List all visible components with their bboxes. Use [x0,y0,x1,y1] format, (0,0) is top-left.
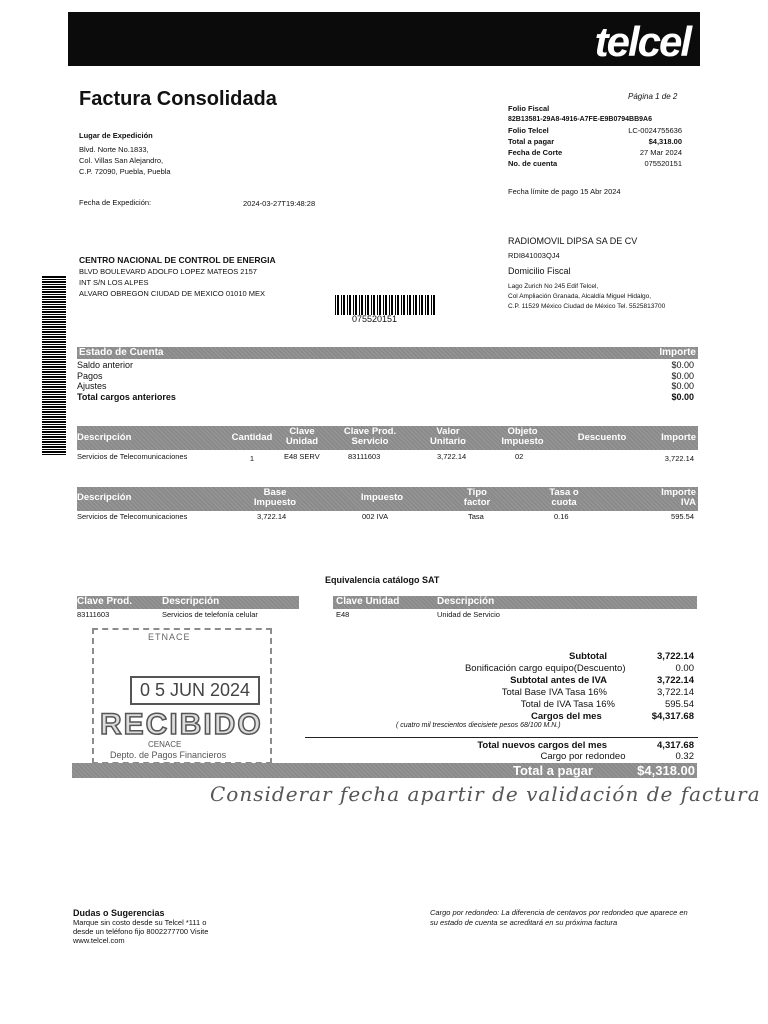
fecha-corte-value: 27 Mar 2024 [639,148,682,157]
folio-telcel-value: LC-0024755636 [628,126,682,135]
tax-col-tipo-factor: Tipo factor [463,487,491,508]
expedition-label: Lugar de Expedición [79,131,153,140]
expedition-block [79,130,171,177]
account-rows [77,360,694,402]
rounding-row: Cargo por redondeo 0.32 [540,751,694,762]
total-row: Total de IVA Tasa 16% 595.54 [520,699,694,710]
totals-divider [305,737,698,738]
total-pay-label: Total a pagar [513,763,593,778]
taxes-row: Servicios de Telecomunicaciones 3,722.14 002 IVA Tasa 0.16 595.54 [77,512,694,521]
page-title: Factura Consolidada [79,88,277,110]
barcode-number: 075520151 [352,314,398,324]
col-objeto-impuesto: Objeto Impuesto [501,426,544,447]
account-row: Pagos $0.00 [77,370,694,381]
issuer-name: RADIOMOVIL DIPSA SA DE CV [508,236,638,246]
col-cantidad: Cantidad [231,432,273,443]
stamp-dept: Depto. de Pagos Financieros [110,750,227,760]
issuer-rfc: RDI841003QJ4 [508,251,560,260]
total-row: Subtotal 3,722.14 [569,651,694,662]
expedition-line: C.P. 72090, Puebla, Puebla [79,167,171,176]
total-pay-bar [72,763,697,778]
footer-rounding-note: Cargo por redondeo: La diferencia de centavos por redondeo que aparece en su estado de cuenta se acreditará en su próxima factura [430,908,688,927]
tax-col-descripcion: Descripción [77,492,132,503]
folio-fiscal-value: 82B13581-29A8-4916-A7FE-E9B0794BB9A6 [508,116,652,123]
expedition-line: Blvd. Norte No.1833, [79,145,149,154]
page-number: Página 1 de 2 [628,92,678,101]
taxes-header-bar [77,487,698,511]
account-row: Ajustes $0.00 [77,381,694,391]
sat-right-header: Clave Unidad Descripción [333,596,697,609]
account-row-total: Total cargos anteriores $0.00 [77,391,694,402]
total-pay-value: $4,318.00 [637,763,695,778]
fecha-corte-label: Fecha de Corte [508,148,563,157]
stamp-org: CENACE [148,740,182,749]
cuenta-value: 075520151 [644,159,682,168]
folio-fiscal-label: Folio Fiscal [508,104,550,113]
tax-col-tasa: Tasa o cuota [549,487,579,508]
col-clave-prod: Clave Prod. Servicio [343,426,397,447]
total-row: Bonificación cargo equipo(Descuento) 0.00 [464,663,694,674]
header-bar [68,12,700,66]
col-descuento: Descuento [577,432,627,443]
col-clave-unidad: Clave Unidad [285,426,319,447]
payment-limit: Fecha límite de pago 15 Abr 2024 [508,187,621,196]
total-row: Total Base IVA Tasa 16% 3,722.14 [501,687,694,698]
account-row: Saldo anterior $0.00 [77,360,694,370]
stamp-received: RECIBIDO [100,708,263,741]
col-valor-unitario: Valor Unitario [430,426,466,447]
expedition-date-value: 2024-03-27T19:48:28 [243,199,316,208]
vertical-barcode [42,275,66,455]
items-header-bar [77,426,698,450]
sat-left-header: Clave Prod. Descripción [77,596,299,609]
expedition-date-label: Fecha de Expedición: [79,198,152,207]
col-importe: Importe [661,432,696,443]
client-line: BLVD BOULEVARD ADOLFO LOPEZ MATEOS 2157 [79,267,257,276]
client-line: ALVARO OBREGON CIUDAD DE MEXICO 01010 MEX [79,289,266,298]
client-block [79,255,276,299]
sat-title: Equivalencia catálogo SAT [325,575,440,585]
issuer-line: Lago Zurich No 245 Edif Telcel, [508,283,599,290]
footer-title: Dudas o Sugerencias [73,908,165,918]
tax-col-impuesto: Impuesto [360,492,404,503]
sat-left-row: 83111603 Servicios de telefonía celular [77,610,258,619]
issuer-address [508,282,665,312]
stamp-date: 0 5 JUN 2024 [130,676,260,705]
folio-telcel-label: Folio Telcel [508,126,549,135]
stamp-header: ETNACE [148,632,191,642]
expedition-line: Col. Villas San Alejandro, [79,156,164,165]
client-line: INT S/N LOS ALPES [79,278,149,287]
issuer-line: C.P. 11529 México Ciudad de México Tel. 5525813700 [508,303,666,310]
items-row: Servicios de Telecomunicaciones 1 E48 SERV 83111603 3,722.14 02 3,722.14 [77,452,694,463]
account-header-left: Estado de Cuenta [79,347,164,358]
account-header-right: Importe [659,347,696,358]
fiscal-block [508,103,682,169]
total-pagar-label: Total a pagar [508,137,555,146]
cuenta-label: No. de cuenta [508,159,558,168]
footer-line: www.telcel.com [73,936,125,945]
col-descripcion: Descripción [77,432,132,443]
sat-right-row: E48 Unidad de Servicio [336,610,500,619]
client-name: CENTRO NACIONAL DE CONTROL DE ENERGIA [79,255,276,265]
issuer-line: Col Ampliación Granada, Alcaldía Miguel Hidalgo, [508,293,652,300]
total-row: Subtotal antes de IVA 3,722.14 [510,675,694,686]
footer-help [73,908,293,945]
total-pagar-value: $4,318.00 [648,137,682,146]
tax-col-importe-iva: Importe IVA [661,487,696,508]
totals-block [380,651,694,723]
account-barcode [335,295,435,315]
domicile-label: Domicilio Fiscal [508,266,571,276]
footer-line: desde un teléfono fijo 8002277700 Visite [73,927,209,936]
total-in-words: ( cuatro mil trescientos diecisiete pesos 68/100 M.N.) [396,722,561,729]
footer-line: Marque sin costo desde su Telcel *111 o [73,918,207,927]
new-charges-row: Total nuevos cargos del mes 4,317.68 [477,740,694,751]
telcel-logo: telcel [594,18,690,65]
tax-col-base: Base Impuesto [253,487,297,508]
account-header-bar [77,347,698,359]
handwritten-note: Considerar fecha apartir de validación de factura [210,782,761,806]
total-row: Cargos del mes $4,317.68 [530,711,694,722]
